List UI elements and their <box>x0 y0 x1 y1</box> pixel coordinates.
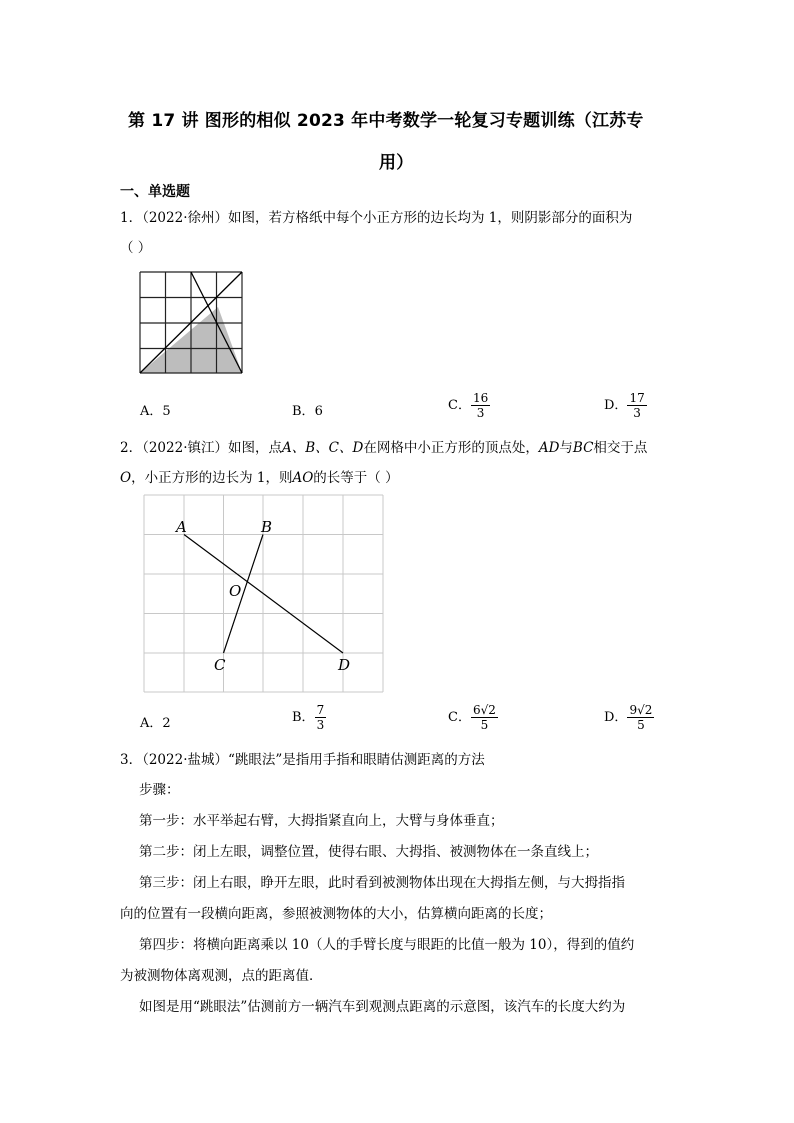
q3-stem: 3．（2022·盐城）“跳眼法”是指用手指和眼睛估测距离的方法 <box>120 752 485 768</box>
q1-option-a[interactable]: A．5 <box>140 404 171 419</box>
point-d-label: D <box>338 656 351 674</box>
q1-grid-figure <box>138 270 244 376</box>
q1-blank: （ ） <box>120 240 152 256</box>
q2-option-b-fraction: $\frac{7}{3}$ <box>316 703 325 732</box>
q3-step-2: 第二步：闭上左眼，调整位置，使得右眼、大拇指、被测物体在一条直线上； <box>139 844 598 860</box>
q3-step-3-line1: 第三步：闭上右眼，睁开左眼，此时看到被测物体出现在大拇指左侧，与大拇指指 <box>139 875 625 891</box>
q1-option-d[interactable]: D． $\frac{17}{3}$ <box>604 391 645 420</box>
q3-step-4-line1: 第四步：将横向距离乘以 10（人的手臂长度与眼距的比值一般为 10），得到的值约 <box>139 937 635 953</box>
point-a-label: A <box>176 518 187 536</box>
q2-option-c[interactable]: C． $\frac{6√2}{5}$ <box>448 703 496 732</box>
q1-stem: 1．（2022·徐州）如图，若方格纸中每个小正方形的边长均为 1，则阴影部分的面积为 <box>120 210 633 226</box>
q2-option-d[interactable]: D． $\frac{9√2}{5}$ <box>604 703 653 732</box>
q1-option-b[interactable]: B．6 <box>292 404 323 419</box>
q3-step-1: 第一步：水平举起右臂，大拇指紧直向上，大臂与身体垂直； <box>139 813 504 829</box>
q2-option-c-fraction: $\frac{6√2}{5}$ <box>472 703 496 732</box>
q2-grid-figure <box>143 494 385 694</box>
q2-stem-line1: 2．（2022·镇江）如图，点A、B、C、D在网格中小正方形的顶点处，AD与BC相交于点 <box>120 440 648 456</box>
q3-steps-label: 步骤： <box>139 782 180 798</box>
q1-option-c-fraction: $\frac{16}{3}$ <box>472 391 489 420</box>
q3-description: 如图是用“跳眼法”估测前方一辆汽车到观测点距离的示意图，该汽车的长度大约为 <box>139 999 626 1015</box>
point-o-label: O <box>229 582 242 600</box>
page-title-continued: 用） <box>379 153 414 173</box>
q2-option-d-fraction: $\frac{9√2}{5}$ <box>629 703 653 732</box>
q1-option-d-fraction: $\frac{17}{3}$ <box>629 391 645 420</box>
section-heading: 一、单选题 <box>120 184 190 200</box>
page-title: 第 17 讲 图形的相似 2023 年中考数学一轮复习专题训练（江苏专 <box>128 111 644 131</box>
q3-step-4-line2: 为被测物体离观测，点的距离值． <box>120 968 323 984</box>
q1-option-c[interactable]: C． $\frac{16}{3}$ <box>448 391 489 420</box>
q2-option-b[interactable]: B． $\frac{7}{3}$ <box>292 703 325 732</box>
point-b-label: B <box>261 518 273 536</box>
q3-step-3-line2: 向的位置有一段横向距离，参照被测物体的大小，估算横向距离的长度； <box>120 906 552 922</box>
q2-stem-line2: O，小正方形的边长为 1，则AO的长等于（ ） <box>120 470 399 486</box>
point-c-label: C <box>214 656 226 674</box>
q2-option-a[interactable]: A．2 <box>140 716 171 731</box>
